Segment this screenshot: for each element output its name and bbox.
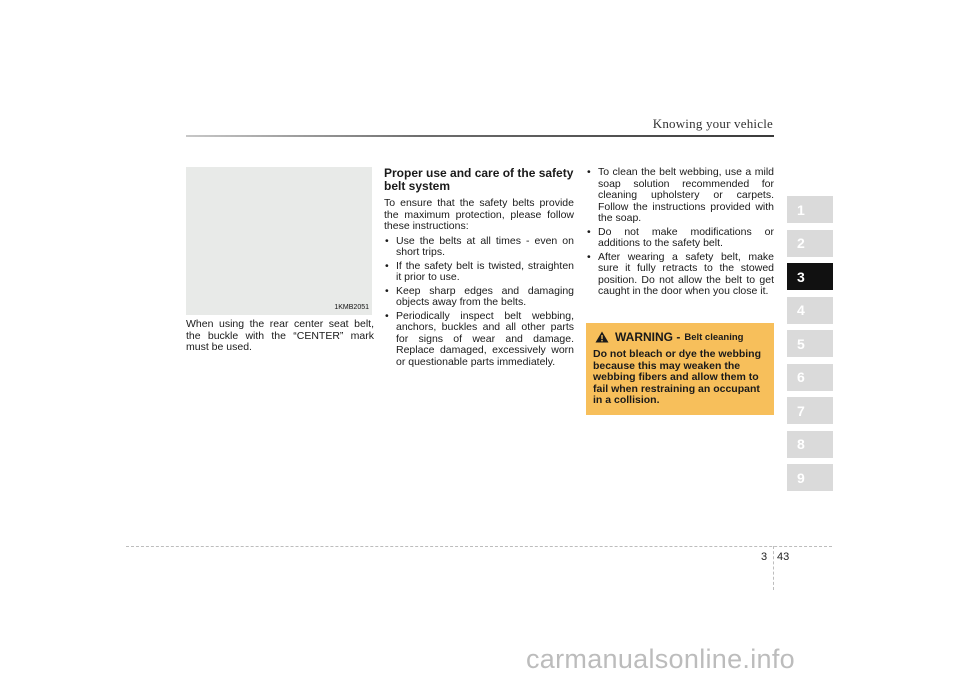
list-item: • If the safety belt is twisted, straighten it prior to use. (384, 261, 574, 284)
footer-rule (126, 546, 832, 547)
center-belt-note: When using the rear center seat belt, the buckle with the “CENTER” mark must be used. (186, 318, 374, 353)
warning-header (595, 330, 743, 344)
section-heading: Proper use and care of the safety belt system (384, 166, 574, 193)
warning-body: Do not bleach or dye the webbing because this may weaken the webbing fibers and allow them to fail when restraining an occupant in a collision. (593, 348, 762, 406)
list-item: • Periodically inspect belt webbing, anchors, buckles and all other parts for signs of wear and damage. Replace damaged, excessively worn or questionable parts immediately. (384, 311, 574, 369)
column-1 (186, 319, 374, 357)
chapter-tab-2[interactable]: 2 (787, 230, 833, 257)
instructions-list (384, 236, 574, 369)
illustration-placeholder (186, 167, 372, 315)
header-title: Knowing your vehicle (652, 116, 773, 131)
section-intro: To ensure that the safety belts provide the maximum protection, please follow these instructions: (384, 197, 574, 232)
footer-chapter: 3 (761, 551, 768, 563)
warning-subtitle: Belt cleaning (684, 331, 744, 343)
warning-label: WARNING - (615, 330, 681, 344)
header-rule (186, 135, 774, 137)
chapter-tab-9[interactable]: 9 (787, 464, 833, 491)
chapter-tab-6[interactable]: 6 (787, 364, 833, 391)
chapter-tab-5[interactable]: 5 (787, 330, 833, 357)
chapter-tab-1[interactable]: 1 (787, 196, 833, 223)
warning-triangle-icon (595, 331, 609, 343)
list-item: • Use the belts at all times - even on short trips. (384, 236, 574, 259)
footer-divider (773, 546, 774, 590)
warning-box (586, 323, 774, 415)
chapter-tab-8[interactable]: 8 (787, 431, 833, 458)
chapter-tab-4[interactable]: 4 (787, 297, 833, 324)
list-item: • After wearing a safety belt, make sure it fully retracts to the stowed position. Do not allow the belt to get caught in the door when you close it. (586, 252, 774, 298)
column-3 (586, 167, 774, 300)
column-2 (384, 167, 574, 370)
figure-code: 1KMB2051 (334, 304, 369, 311)
list-item: • To clean the belt webbing, use a mild soap solution recommended for cleaning upholstery or carpets. Follow the instructions provided with the soap. (586, 167, 774, 225)
chapter-tabs (787, 196, 833, 498)
list-item: • Keep sharp edges and damaging objects away from the belts. (384, 286, 574, 309)
list-item: • Do not make modifications or additions to the safety belt. (586, 227, 774, 250)
care-list (586, 167, 774, 298)
page-number: 43 (777, 551, 790, 563)
watermark: carmanualsonline.info (526, 644, 795, 674)
chapter-tab-3[interactable]: 3 (787, 263, 833, 290)
chapter-tab-7[interactable]: 7 (787, 397, 833, 424)
